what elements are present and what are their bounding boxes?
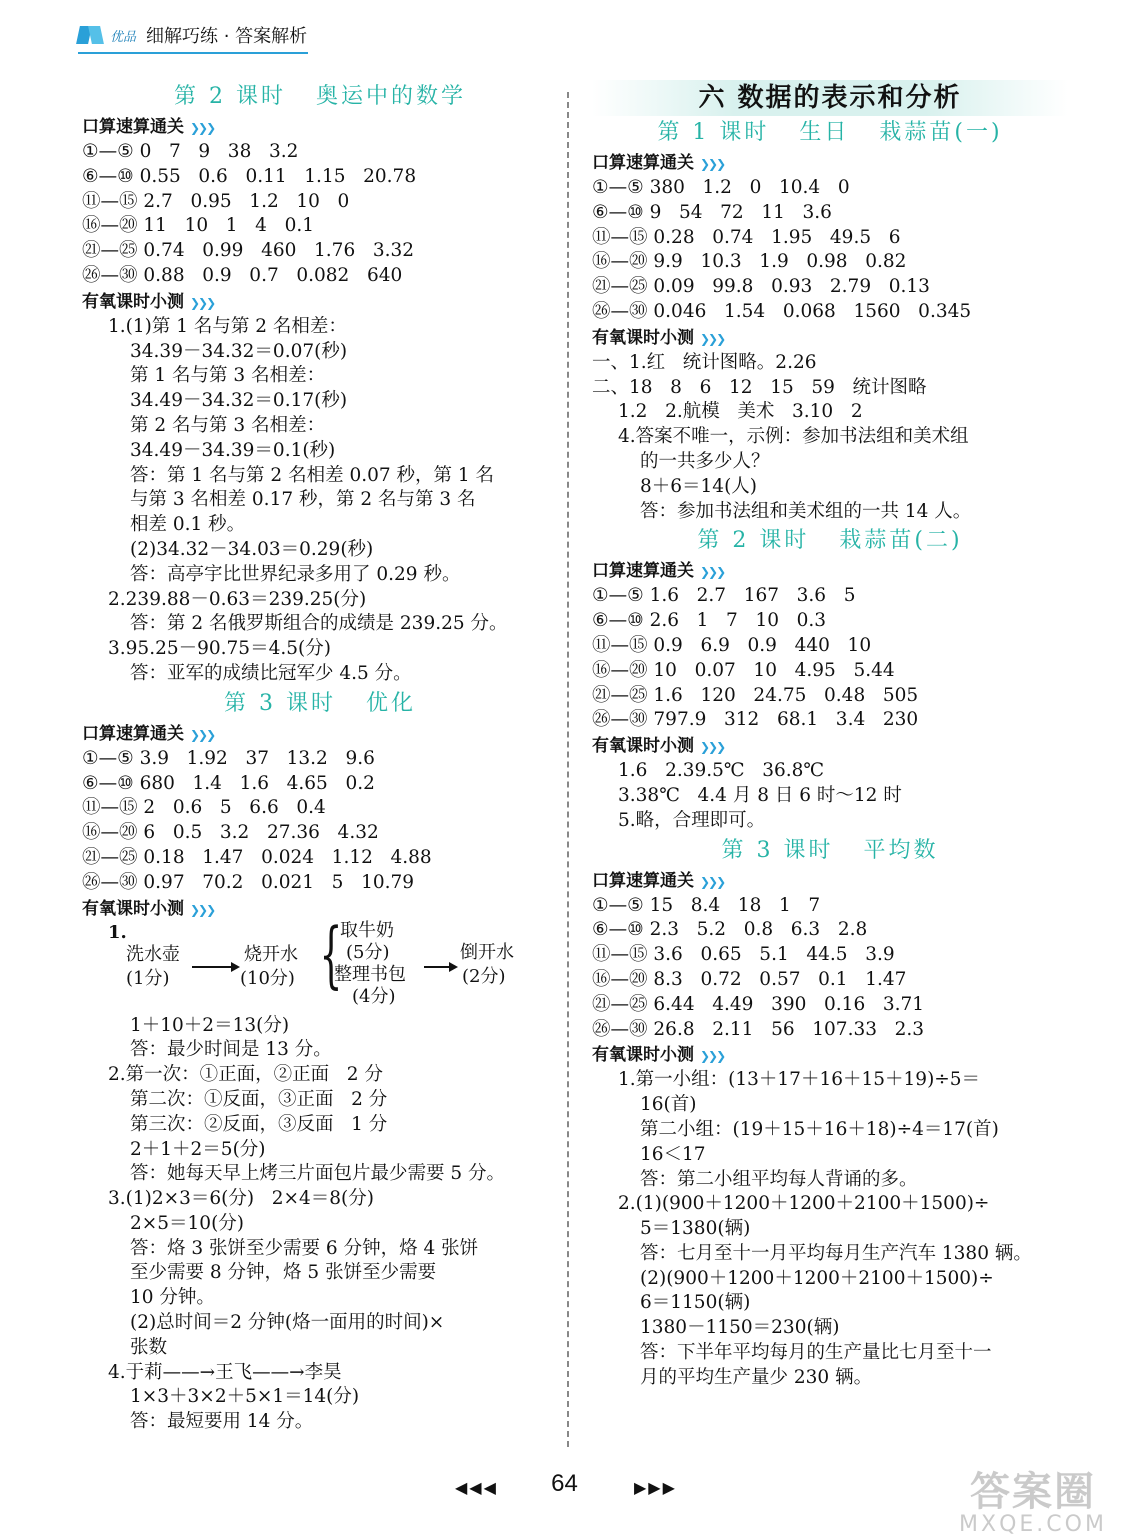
- answer-row: [82, 214, 558, 239]
- answer-values: 2.7 0.95 1.2 10 0: [143, 190, 350, 212]
- answer-values: 2.6 1 7 10 0.3: [649, 610, 827, 632]
- book-logo-icon: [78, 24, 104, 46]
- page-number: 64: [551, 1470, 578, 1497]
- answer-row: [592, 1018, 1068, 1043]
- answer-values: 0.97 70.2 0.021 5 10.79: [143, 871, 415, 893]
- answer-line: 答：七月至十一月平均每月生产汽车 1380 辆。: [640, 1242, 1032, 1264]
- answer-row: [592, 609, 1068, 634]
- process-flow-diagram: [108, 911, 558, 1014]
- triple-arrow-icon: ❯❯❯: [190, 121, 215, 135]
- section-heading-text: 口算速算通关: [82, 723, 184, 744]
- answer-line: 月的平均生产量少 230 辆。: [640, 1366, 873, 1388]
- watermark-text: 答案圈: [970, 1469, 1096, 1515]
- watermark-url: MXQE.COM: [959, 1512, 1107, 1537]
- answer-values: 6 0.5 3.2 27.36 4.32: [143, 822, 379, 844]
- section-heading: [592, 326, 1068, 351]
- answer-line: 1.2 2.航模 美术 3.10 2: [618, 401, 863, 423]
- range-label: ㉑—㉕: [82, 846, 138, 868]
- flow-arrow-icon: [192, 966, 238, 968]
- section-heading: [592, 734, 1068, 759]
- answer-values: 680 1.4 1.6 4.65 0.2: [139, 772, 375, 794]
- answer-line: 答：下半年平均每月的生产量比七月至十一: [640, 1342, 992, 1364]
- range-label: ⑪—⑮: [82, 190, 138, 212]
- answer-line: 第 1 名与第 3 名相差：: [130, 365, 326, 387]
- range-label: ㉑—㉕: [82, 240, 138, 262]
- answer-values: 0.55 0.6 0.11 1.15 20.78: [139, 165, 417, 187]
- answer-line: 3.95.25－90.75＝4.5(分): [108, 638, 331, 660]
- answer-line: 第三次：②反面，③反面 1 分: [130, 1113, 388, 1135]
- answer-line: 16(首): [640, 1094, 697, 1116]
- answer-row: [592, 634, 1068, 659]
- answer-values: 0.88 0.9 0.7 0.082 640: [143, 264, 403, 286]
- answer-row: [82, 846, 558, 871]
- previous-page-arrows-icon: ◀◀◀: [455, 1478, 498, 1497]
- answer-line: 二、18 8 6 12 15 59 统计图略: [592, 376, 927, 398]
- triple-arrow-icon: ❯❯❯: [700, 331, 725, 346]
- answer-row: [592, 250, 1068, 275]
- flow-step-time: (5分): [346, 941, 390, 963]
- answer-line: 答：第二小组平均每人背诵的多。: [640, 1168, 918, 1190]
- answer-line: 第二次：①反面，③正面 2 分: [130, 1088, 388, 1110]
- answer-row: [82, 264, 558, 289]
- section-heading-text: 口算速算通关: [592, 561, 694, 582]
- flow-step-label: 烧开水: [244, 943, 298, 965]
- answer-line: 张数: [130, 1336, 168, 1358]
- flow-step-time: (10分): [240, 967, 295, 989]
- answer-values: 6.44 4.49 390 0.16 3.71: [653, 993, 925, 1015]
- answer-line: 至少需要 8 分钟，烙 5 张饼至少需要: [130, 1262, 437, 1284]
- range-label: ⑯—⑳: [592, 968, 648, 990]
- answer-line: 34.49－34.39＝0.1(秒): [130, 439, 336, 461]
- flow-step-time: (4分): [352, 985, 396, 1007]
- answer-row: [82, 772, 558, 797]
- section-heading-text: 有氧课时小测: [82, 291, 184, 312]
- answer-line: 与第 3 名相差 0.17 秒，第 2 名与第 3 名: [130, 489, 476, 511]
- answer-line: 4.答案不唯一，示例：参加书法组和美术组: [618, 426, 969, 448]
- answer-line: 8＋6＝14(人): [640, 475, 758, 497]
- range-label: ①—⑤: [592, 894, 644, 916]
- answer-values: 0.046 1.54 0.068 1560 0.345: [653, 300, 972, 322]
- answer-line: 1380－1150＝230(辆): [640, 1317, 840, 1339]
- next-page-arrows-icon: ▶▶▶: [634, 1478, 677, 1497]
- flow-step-label: 整理书包: [334, 963, 406, 985]
- answer-line: 答：烙 3 张饼至少需要 6 分钟，烙 4 张饼: [130, 1237, 479, 1259]
- triple-arrow-icon: ❯❯❯: [700, 565, 725, 580]
- section-heading: [82, 722, 558, 747]
- answer-values: 2.3 5.2 0.8 6.3 2.8: [649, 919, 868, 941]
- section-heading: [592, 151, 1068, 176]
- section-heading: [82, 115, 558, 140]
- answer-line: 2×5＝10(分): [130, 1212, 245, 1234]
- range-label: ⑯—⑳: [82, 822, 138, 844]
- answer-row: [82, 747, 558, 772]
- triple-arrow-icon: ❯❯❯: [190, 295, 215, 310]
- lesson-title: 第 2 课时 奥运中的数学: [174, 84, 466, 109]
- answer-row: [82, 871, 558, 896]
- lesson-title: 第 2 课时 栽蒜苗(二): [697, 528, 963, 554]
- answer-row: [82, 165, 558, 190]
- answer-values: 797.9 312 68.1 3.4 230: [653, 709, 919, 731]
- answer-row: [592, 968, 1068, 993]
- triple-arrow-icon: ❯❯❯: [700, 157, 725, 171]
- answer-line: 16＜17: [640, 1143, 706, 1165]
- watermark-logo: [948, 1470, 1118, 1536]
- answer-line: 答：第 1 名与第 2 名相差 0.07 秒，第 1 名: [130, 464, 495, 486]
- answer-line: 答：最少时间是 13 分。: [130, 1039, 332, 1061]
- right-column: [592, 80, 1068, 1391]
- range-label: ⑪—⑮: [592, 634, 648, 656]
- answer-line: (2)34.32－34.03＝0.29(秒): [130, 538, 374, 560]
- answer-row: [592, 176, 1068, 201]
- answer-row: [592, 659, 1068, 684]
- chapter-title: 六 数据的表示和分析: [592, 80, 1068, 116]
- answer-line: 1×3＋3×2＋5×1＝14(分): [130, 1386, 360, 1408]
- range-label: ⑪—⑮: [82, 797, 138, 819]
- answer-line: 答：她每天早上烤三片面包片最少需要 5 分。: [130, 1163, 506, 1185]
- answer-line: 4.于莉——→王飞——→李昊: [108, 1361, 342, 1383]
- range-label: ①—⑤: [82, 747, 134, 769]
- range-label: ㉖—㉚: [592, 1018, 648, 1040]
- flow-arrow-icon: [424, 966, 456, 968]
- answer-row: [592, 201, 1068, 226]
- answer-line: 5.略，合理即可。: [618, 809, 766, 831]
- range-label: ①—⑤: [592, 177, 644, 198]
- answer-values: 9 54 72 11 3.6: [649, 201, 832, 223]
- answer-values: 0.09 99.8 0.93 2.79 0.13: [653, 276, 930, 298]
- answer-values: 1.6 120 24.75 0.48 505: [653, 684, 919, 706]
- flow-step-time: (2分): [462, 965, 506, 987]
- answer-line: 1.第一小组：(13＋17＋16＋15＋19)÷5＝: [618, 1069, 981, 1091]
- lesson-title: 第 3 课时 优化: [224, 690, 416, 716]
- section-heading: [82, 290, 558, 315]
- answer-row: [592, 993, 1068, 1018]
- range-label: ㉖—㉚: [592, 709, 648, 731]
- answer-line: 2＋1＋2＝5(分): [130, 1138, 266, 1160]
- answer-values: 8.3 0.72 0.57 0.1 1.47: [653, 968, 907, 990]
- range-label: ⑥—⑩: [82, 772, 134, 794]
- answer-line: 答：参加书法组和美术组的一共 14 人。: [640, 500, 972, 522]
- answer-row: [592, 708, 1068, 733]
- answer-line: 5＝1380(辆): [640, 1218, 751, 1240]
- column-divider: [567, 92, 569, 1447]
- range-label: ㉑—㉕: [592, 276, 648, 298]
- answer-line: 34.49－34.32＝0.17(秒): [130, 390, 348, 412]
- answer-line: 2.第一次：①正面，②正面 2 分: [108, 1064, 383, 1086]
- answer-row: [82, 239, 558, 264]
- logo-text: 优品: [110, 29, 137, 45]
- answer-values: 380 1.2 0 10.4 0: [649, 177, 850, 198]
- answer-values: 15 8.4 18 1 7: [649, 894, 821, 916]
- section-heading-text: 有氧课时小测: [82, 898, 184, 919]
- answer-line: 3.(1)2×3＝6(分) 2×4＝8(分): [108, 1188, 374, 1210]
- flow-step-label: 洗水壶: [126, 943, 180, 965]
- answer-values: 1.6 2.7 167 3.6 5: [649, 585, 856, 607]
- header-rule: [78, 52, 308, 54]
- header-title: 细解巧练 · 答案解析: [146, 26, 308, 47]
- triple-arrow-icon: ❯❯❯: [700, 874, 725, 889]
- answer-line: 第二小组：(19＋15＋16＋18)÷4＝17(首): [640, 1118, 999, 1140]
- page-header: [78, 18, 307, 52]
- answer-values: 0 7 9 38 3.2: [139, 141, 299, 162]
- answer-row: [592, 918, 1068, 943]
- range-label: ⑯—⑳: [592, 251, 648, 273]
- range-label: ㉑—㉕: [592, 684, 648, 706]
- range-label: ⑯—⑳: [592, 659, 648, 681]
- answer-line: 6＝1150(辆): [640, 1292, 751, 1314]
- section-heading: [592, 559, 1068, 584]
- answer-line: 3.38℃ 4.4 月 8 日 6 时～12 时: [618, 784, 902, 806]
- section-heading-text: 有氧课时小测: [592, 1045, 694, 1066]
- range-label: ㉖—㉚: [592, 300, 648, 322]
- answer-line: 1.(1)第 1 名与第 2 名相差：: [108, 315, 347, 337]
- answer-line: 2.239.88－0.63＝239.25(分): [108, 588, 367, 610]
- answer-row: [592, 943, 1068, 968]
- answer-line: 的一共多少人？: [640, 450, 770, 472]
- answer-values: 0.28 0.74 1.95 49.5 6: [653, 226, 901, 248]
- answer-row: [592, 894, 1068, 919]
- range-label: ⑥—⑩: [82, 165, 134, 187]
- lesson-title: 第 3 课时 平均数: [721, 837, 939, 863]
- flow-step-label: 取牛奶: [340, 919, 394, 941]
- answer-line: 相差 0.1 秒。: [130, 514, 246, 536]
- flow-step-time: (1分): [126, 967, 170, 989]
- range-label: ⑪—⑮: [592, 226, 648, 248]
- answer-line: 答：亚军的成绩比冠军少 4.5 分。: [130, 662, 412, 684]
- answer-values: 2 0.6 5 6.6 0.4: [143, 797, 326, 819]
- answer-values: 11 10 1 4 0.1: [143, 215, 315, 237]
- answer-line: 答：第 2 名俄罗斯组合的成绩是 239.25 分。: [130, 613, 508, 635]
- range-label: ⑯—⑳: [82, 215, 138, 237]
- left-column: [82, 80, 558, 1435]
- answer-row: [592, 226, 1068, 251]
- answer-values: 10 0.07 10 4.95 5.44: [653, 659, 895, 681]
- answer-row: [82, 190, 558, 215]
- section-heading-text: 口算速算通关: [82, 117, 184, 137]
- range-label: ⑥—⑩: [592, 610, 644, 632]
- answer-row: [82, 796, 558, 821]
- range-label: ⑥—⑩: [592, 201, 644, 223]
- range-label: ①—⑤: [82, 141, 134, 162]
- answer-line: 一、1.红 统计图略。2.26: [592, 351, 817, 373]
- section-heading-text: 口算速算通关: [592, 153, 694, 173]
- answer-values: 3.6 0.65 5.1 44.5 3.9: [653, 944, 895, 966]
- answer-line: 1.6 2.39.5℃ 36.8℃: [618, 760, 825, 782]
- answer-row: [592, 684, 1068, 709]
- answer-values: 9.9 10.3 1.9 0.98 0.82: [653, 251, 907, 273]
- answer-row: [592, 584, 1068, 609]
- range-label: ①—⑤: [592, 585, 644, 607]
- answer-line: (2)总时间＝2 分钟(烙一面用的时间)×: [130, 1312, 445, 1334]
- section-heading: [592, 1043, 1068, 1068]
- range-label: ㉖—㉚: [82, 871, 138, 893]
- answer-values: 0.9 6.9 0.9 440 10: [653, 634, 872, 656]
- lesson-title: 第 1 课时 生日 栽蒜苗(一): [657, 120, 1003, 145]
- answer-row: [82, 821, 558, 846]
- section-heading: [592, 869, 1068, 894]
- answer-values: 3.9 1.92 37 13.2 9.6: [139, 747, 375, 769]
- triple-arrow-icon: ❯❯❯: [700, 1049, 725, 1064]
- answer-line: 第 2 名与第 3 名相差：: [130, 414, 326, 436]
- section-heading-text: 口算速算通关: [592, 870, 694, 891]
- answer-row: [592, 300, 1068, 325]
- range-label: ⑥—⑩: [592, 919, 644, 941]
- answer-line: 2.(1)(900＋1200＋1200＋2100＋1500)÷: [618, 1193, 990, 1215]
- left-brace-icon: {: [319, 911, 343, 996]
- triple-arrow-icon: ❯❯❯: [190, 902, 215, 917]
- answer-row: [82, 140, 558, 165]
- triple-arrow-icon: ❯❯❯: [700, 740, 725, 755]
- answer-line: 10 分钟。: [130, 1287, 215, 1309]
- answer-line: 答：高亭宇比世界纪录多用了 0.29 秒。: [130, 563, 461, 585]
- section-heading-text: 有氧课时小测: [592, 736, 694, 757]
- range-label: ㉖—㉚: [82, 264, 138, 286]
- flow-step-label: 倒开水: [460, 941, 514, 963]
- answer-row: [592, 275, 1068, 300]
- triple-arrow-icon: ❯❯❯: [190, 727, 215, 742]
- question-number: 1.: [108, 921, 127, 943]
- range-label: ㉑—㉕: [592, 993, 648, 1015]
- answer-line: 1＋10＋2＝13(分): [130, 1014, 290, 1036]
- answer-line: (2)(900＋1200＋1200＋2100＋1500)÷: [640, 1267, 994, 1289]
- answer-values: 0.74 0.99 460 1.76 3.32: [143, 240, 415, 262]
- answer-line: 34.39－34.32＝0.07(秒): [130, 340, 348, 362]
- answer-values: 26.8 2.11 56 107.33 2.3: [653, 1018, 925, 1040]
- answer-values: 0.18 1.47 0.024 1.12 4.88: [143, 846, 432, 868]
- section-heading-text: 有氧课时小测: [592, 327, 694, 348]
- range-label: ⑪—⑮: [592, 944, 648, 966]
- answer-line: 答：最短要用 14 分。: [130, 1411, 314, 1433]
